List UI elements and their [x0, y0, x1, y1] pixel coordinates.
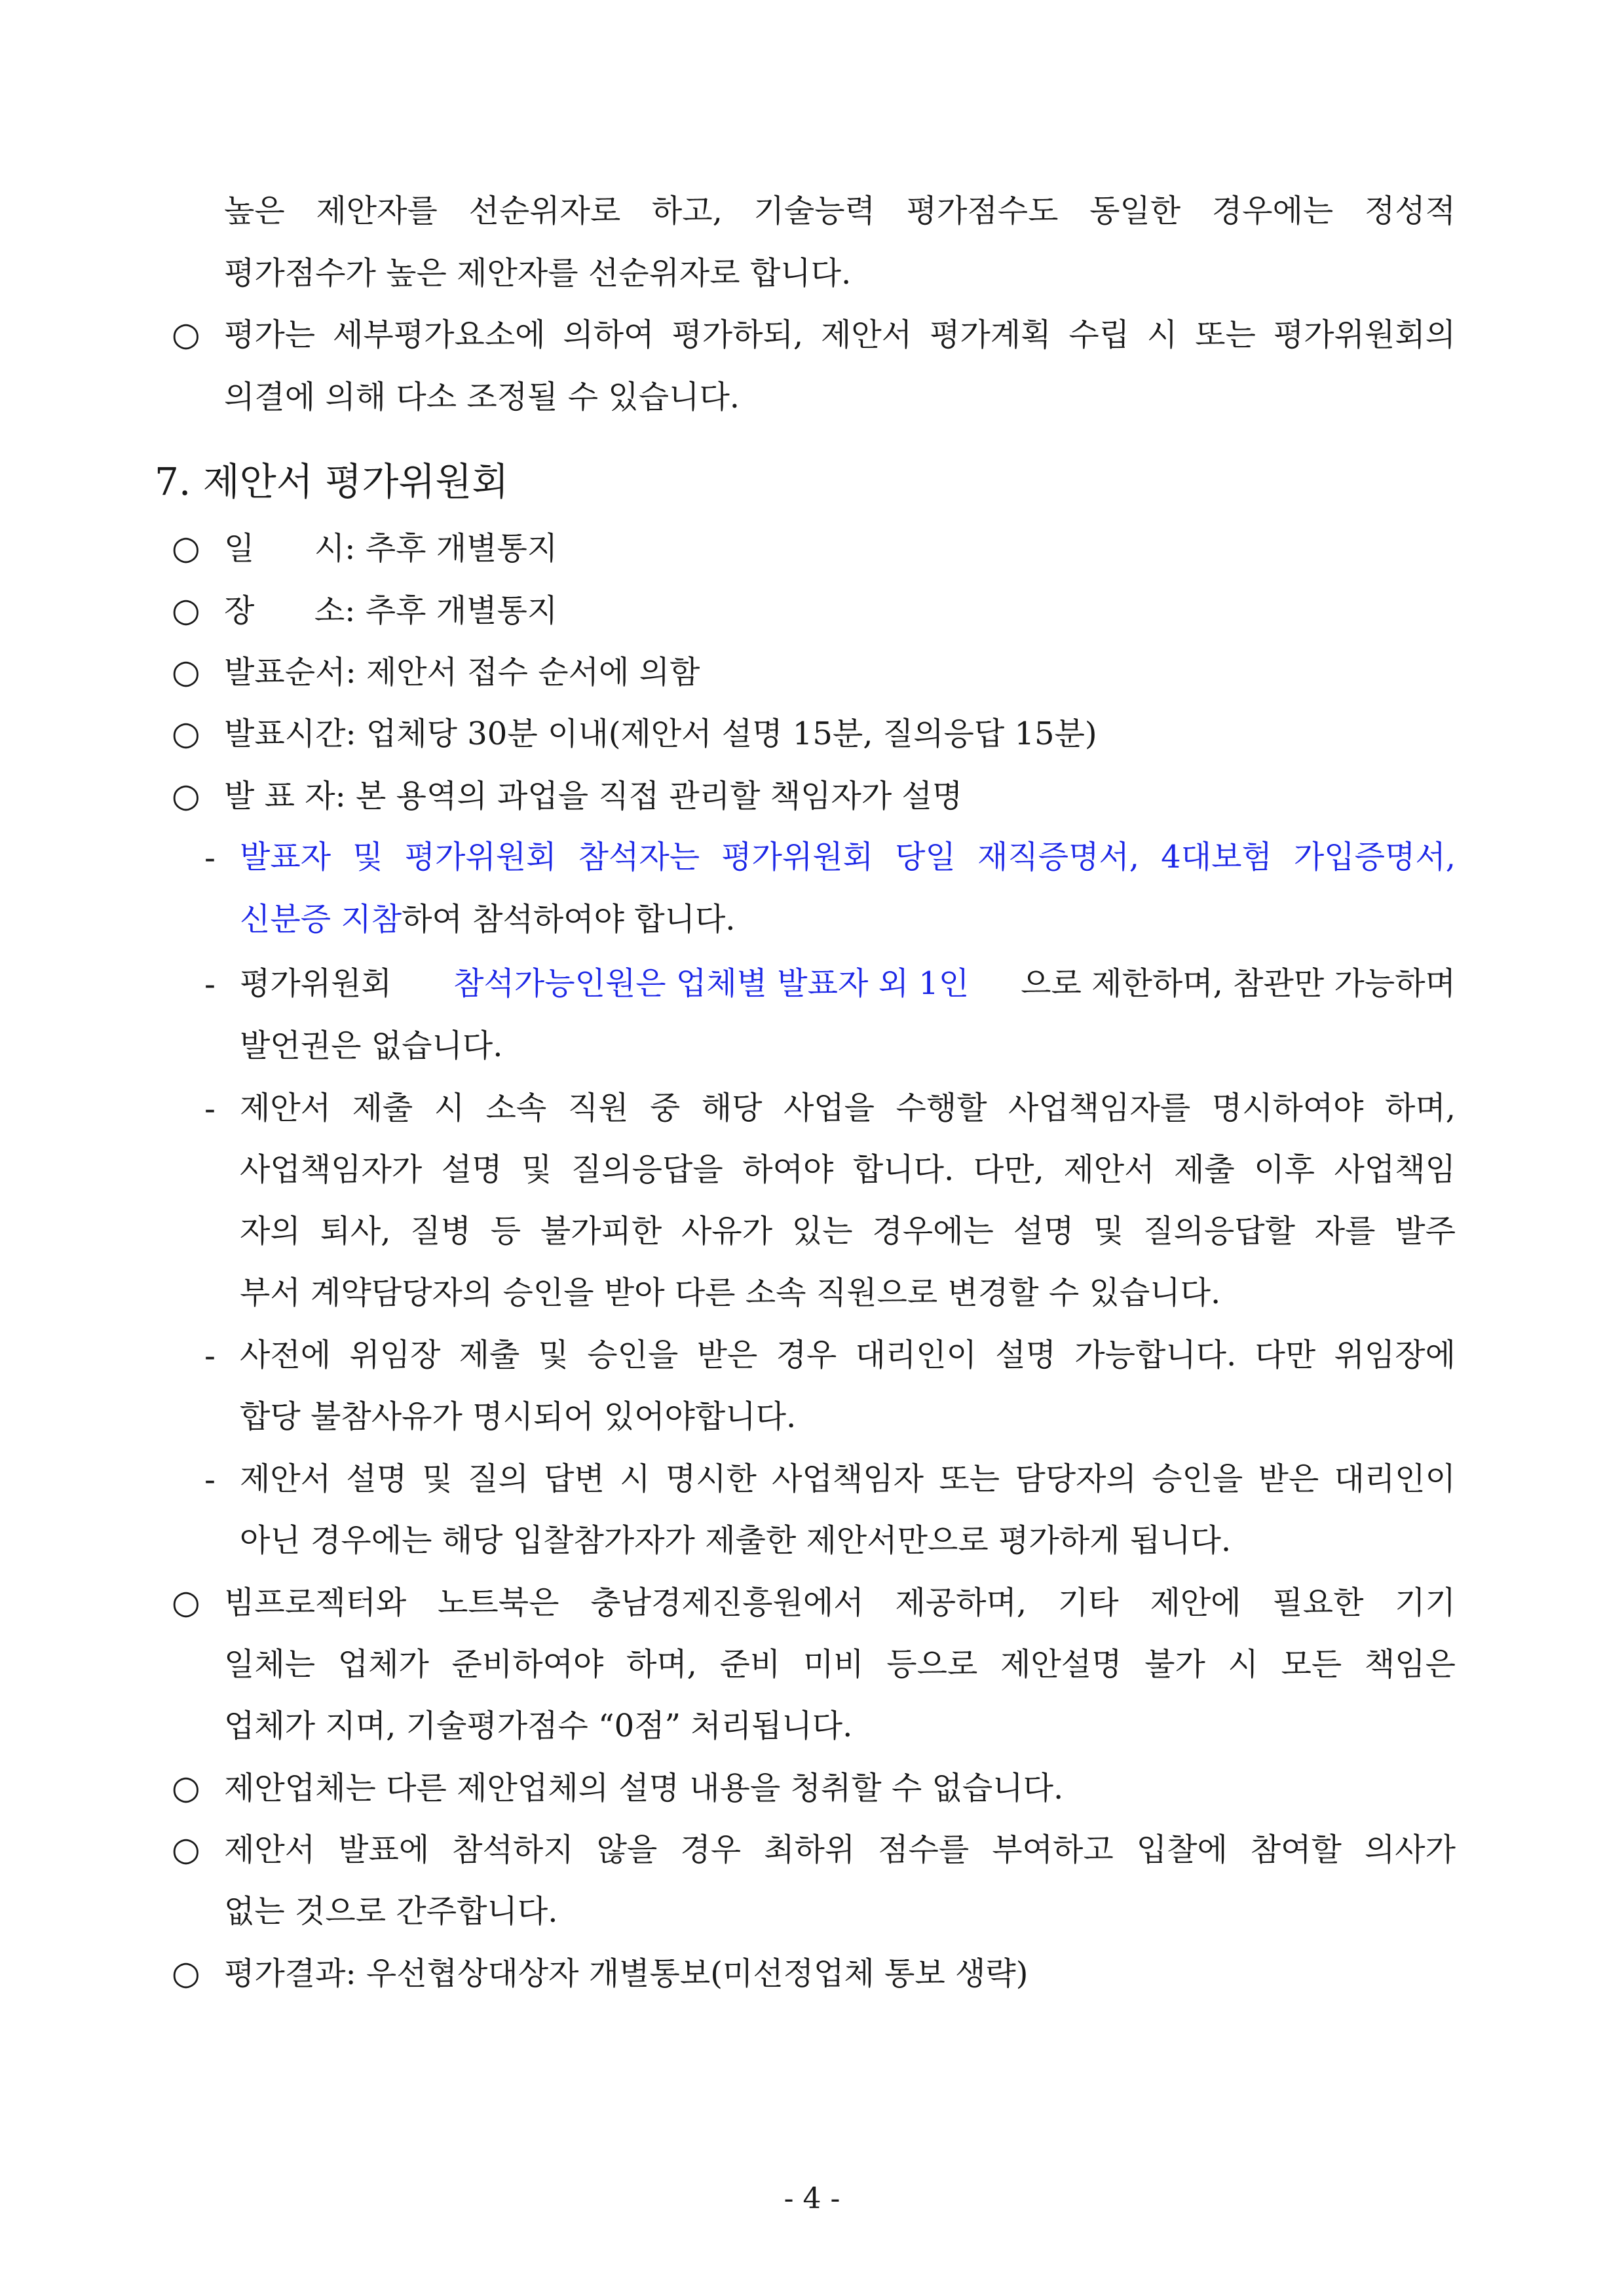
circle-bullet-icon: ○	[172, 315, 200, 353]
paragraph-line: 없는 것으로 간주합니다.	[224, 1893, 558, 1930]
paragraph-line: 높은 제안자를 선순위자로 하고, 기술능력 평가점수도 동일한 경우에는 정성적	[224, 193, 1456, 229]
subitem-text: 으로 제한하며, 참관만 가능하며	[1021, 965, 1456, 1002]
subitem-line: 합당 불참사유가 명시되어 있어야합니다.	[240, 1398, 797, 1435]
circle-bullet-icon: ○	[172, 1830, 200, 1868]
subitem-line	[240, 965, 1456, 1002]
circle-bullet-icon: ○	[172, 1954, 200, 1992]
subitem-line: 사전에 위임장 제출 및 승인을 받은 경우 대리인이 설명 가능합니다. 다만 위임장에	[240, 1337, 1456, 1373]
paragraph-line: 평가결과: 우선협상대상자 개별통보(미선정업체 통보 생략)	[224, 1955, 1029, 1992]
dash-bullet-icon: -	[204, 1090, 216, 1128]
circle-bullet-icon: ○	[172, 1769, 200, 1807]
subitem-text: 평가위원회	[240, 965, 402, 1002]
subitem-line: 제안서 제출 시 소속 직원 중 해당 사업을 수행할 사업책임자를 명시하여야 하며,	[240, 1090, 1456, 1126]
subitem-line: 발언권은 없습니다.	[240, 1027, 503, 1064]
paragraph-line: 평가점수가 높은 제안자를 선순위자로 합니다.	[224, 255, 852, 292]
dash-bullet-icon: -	[204, 965, 216, 1003]
paragraph-line: 제안서 발표에 참석하지 않을 경우 최하위 점수를 부여하고 입찰에 참여할 의사가	[224, 1831, 1456, 1868]
highlight-text: 신분증 지참	[240, 901, 402, 938]
order-item: 발표순서: 제안서 접수 순서에 의함	[224, 654, 700, 691]
presenter-item: 발 표 자: 본 용역의 과업을 직접 관리할 책임자가 설명	[224, 778, 963, 814]
subitem-line	[240, 901, 736, 938]
paragraph-line: 일체는 업체가 준비하여야 하며, 준비 미비 등으로 제안설명 불가 시 모든 책임은	[224, 1646, 1456, 1683]
highlight-text: 참석가능인원은 업체별 발표자 외 1인	[453, 965, 970, 1002]
page-number: - 4 -	[784, 2182, 840, 2215]
schedule-item: 일 시: 추후 개별통지	[224, 530, 558, 567]
subitem-line: 제안서 설명 및 질의 답변 시 명시한 사업책임자 또는 담당자의 승인을 받은 대리인이	[240, 1461, 1456, 1497]
time-item: 발표시간: 업체당 30분 이내(제안서 설명 15분, 질의응답 15분)	[224, 716, 1097, 752]
subitem-line: 사업책임자가 설명 및 질의응답을 하여야 합니다. 다만, 제안서 제출 이후 사업책임	[240, 1151, 1456, 1188]
place-item: 장 소: 추후 개별통지	[224, 592, 558, 629]
subitem-text: 하여 참석하여야 합니다.	[402, 901, 736, 938]
paragraph-line: 제안업체는 다른 제안업체의 설명 내용을 청취할 수 없습니다.	[224, 1770, 1064, 1807]
paragraph-line: 의결에 의해 다소 조정될 수 있습니다.	[224, 379, 740, 415]
circle-bullet-icon: ○	[172, 591, 200, 629]
dash-bullet-icon: -	[204, 1461, 216, 1499]
subitem-line: 아닌 경우에는 해당 입찰참가자가 제출한 제안서만으로 평가하게 됩니다.	[240, 1522, 1232, 1559]
circle-bullet-icon: ○	[172, 653, 200, 691]
dash-bullet-icon: -	[204, 1337, 216, 1375]
section-heading: 7. 제안서 평가위원회	[155, 459, 509, 504]
circle-bullet-icon: ○	[172, 714, 200, 752]
paragraph-line: 빔프로젝터와 노트북은 충남경제진흥원에서 제공하며, 기타 제안에 필요한 기기	[224, 1584, 1456, 1621]
paragraph-line: 업체가 지며, 기술평가점수 “0점” 처리됩니다.	[224, 1708, 853, 1744]
circle-bullet-icon: ○	[172, 529, 200, 567]
subitem-line: 부서 계약담당자의 승인을 받아 다른 소속 직원으로 변경할 수 있습니다.	[240, 1274, 1221, 1311]
dash-bullet-icon: -	[204, 839, 216, 877]
subitem-line: 자의 퇴사, 질병 등 불가피한 사유가 있는 경우에는 설명 및 질의응답할 자를 발주	[240, 1213, 1456, 1250]
circle-bullet-icon: ○	[172, 776, 200, 814]
subitem-line: 발표자 및 평가위원회 참석자는 평가위원회 당일 재직증명서, 4대보험 가입증명서,	[240, 839, 1456, 875]
paragraph-line: 평가는 세부평가요소에 의하여 평가하되, 제안서 평가계획 수립 시 또는 평가위원회의	[224, 316, 1456, 353]
circle-bullet-icon: ○	[172, 1583, 200, 1621]
